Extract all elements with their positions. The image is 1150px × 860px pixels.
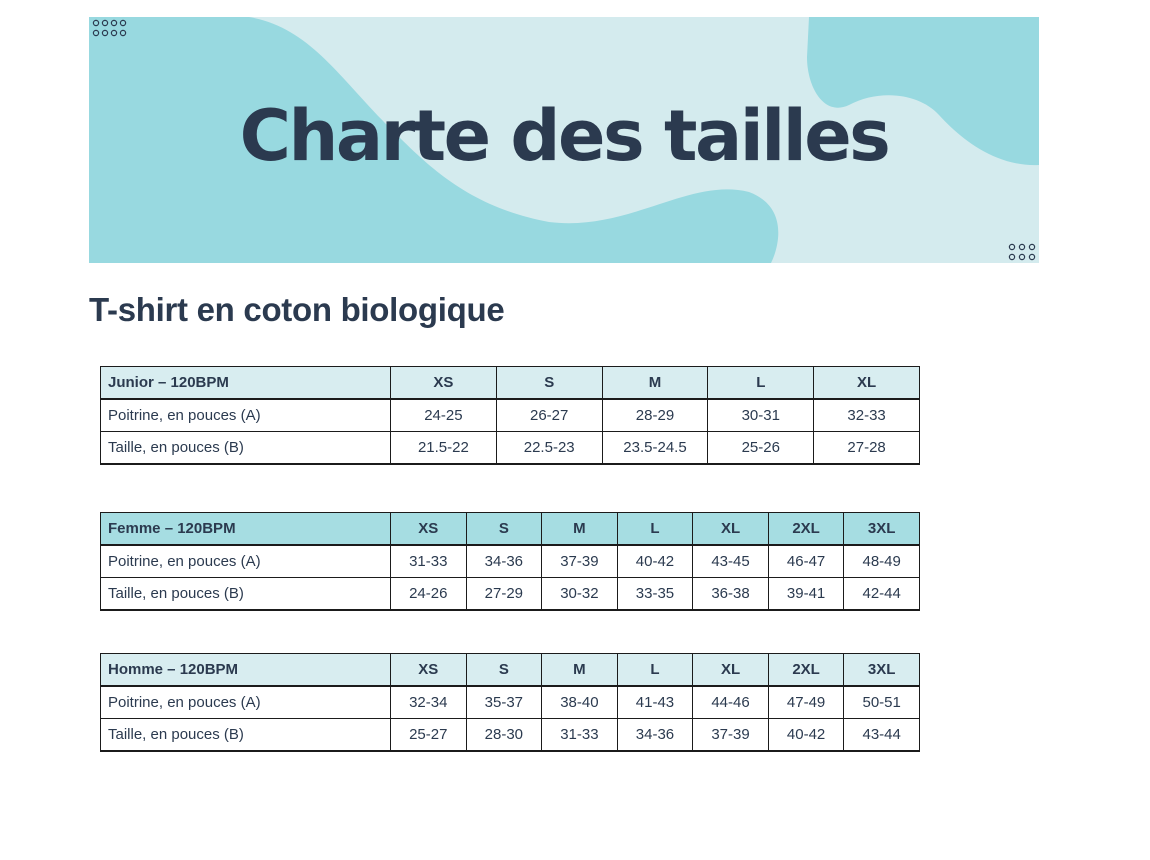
size-header: S <box>466 654 542 687</box>
size-header: M <box>542 513 618 546</box>
table-cell: 42-44 <box>844 578 920 611</box>
table-cell: 22.5-23 <box>496 432 602 465</box>
size-header: S <box>496 367 602 400</box>
table-cell: 27-28 <box>814 432 920 465</box>
table-name: Junior – 120BPM <box>101 367 391 400</box>
size-header: XS <box>391 513 467 546</box>
row-label: Taille, en pouces (B) <box>101 432 391 465</box>
femme-size-table <box>100 512 920 611</box>
table-cell: 24-25 <box>391 399 497 432</box>
size-header: M <box>602 367 708 400</box>
table-cell: 31-33 <box>542 719 618 752</box>
row-label: Taille, en pouces (B) <box>101 578 391 611</box>
table-cell: 38-40 <box>542 686 618 719</box>
size-header: XS <box>391 654 467 687</box>
table-cell: 35-37 <box>466 686 542 719</box>
row-label: Taille, en pouces (B) <box>101 719 391 752</box>
table-cell: 44-46 <box>693 686 769 719</box>
table-cell: 48-49 <box>844 545 920 578</box>
homme-size-table <box>100 653 920 752</box>
row-label: Poitrine, en pouces (A) <box>101 399 391 432</box>
dots-pattern-icon <box>92 19 130 39</box>
product-subtitle: T-shirt en coton biologique <box>89 291 505 328</box>
table-cell: 33-35 <box>617 578 693 611</box>
table-cell: 40-42 <box>768 719 844 752</box>
table-header-row <box>101 513 920 546</box>
table-cell: 46-47 <box>768 545 844 578</box>
table-cell: 43-45 <box>693 545 769 578</box>
table-cell: 43-44 <box>844 719 920 752</box>
table-row <box>101 578 920 611</box>
dots-pattern-icon <box>1008 242 1038 262</box>
table-cell: 34-36 <box>617 719 693 752</box>
table-cell: 39-41 <box>768 578 844 611</box>
table-cell: 21.5-22 <box>391 432 497 465</box>
size-header: XL <box>814 367 920 400</box>
row-label: Poitrine, en pouces (A) <box>101 545 391 578</box>
junior-size-table <box>100 366 920 465</box>
table-cell: 30-32 <box>542 578 618 611</box>
page-title: Charte des tailles <box>239 95 889 177</box>
table-cell: 50-51 <box>844 686 920 719</box>
table-cell: 25-26 <box>708 432 814 465</box>
table-cell: 23.5-24.5 <box>602 432 708 465</box>
table-cell: 28-29 <box>602 399 708 432</box>
header-banner <box>89 17 1039 263</box>
size-header: 2XL <box>768 513 844 546</box>
table-cell: 37-39 <box>693 719 769 752</box>
table-cell: 25-27 <box>391 719 467 752</box>
table-cell: 26-27 <box>496 399 602 432</box>
table-cell: 36-38 <box>693 578 769 611</box>
table-row <box>101 719 920 752</box>
row-label: Poitrine, en pouces (A) <box>101 686 391 719</box>
table-cell: 24-26 <box>391 578 467 611</box>
size-header: L <box>617 513 693 546</box>
size-header: M <box>542 654 618 687</box>
table-header-row <box>101 654 920 687</box>
table-cell: 40-42 <box>617 545 693 578</box>
table-cell: 32-33 <box>814 399 920 432</box>
table-row <box>101 686 920 719</box>
table-cell: 28-30 <box>466 719 542 752</box>
size-header: 2XL <box>768 654 844 687</box>
table-name: Femme – 120BPM <box>101 513 391 546</box>
table-cell: 37-39 <box>542 545 618 578</box>
size-header: XL <box>693 654 769 687</box>
size-header: XL <box>693 513 769 546</box>
table-cell: 34-36 <box>466 545 542 578</box>
size-header: S <box>466 513 542 546</box>
table-cell: 31-33 <box>391 545 467 578</box>
table-row <box>101 545 920 578</box>
size-header: XS <box>391 367 497 400</box>
table-row <box>101 399 920 432</box>
table-name: Homme – 120BPM <box>101 654 391 687</box>
size-header: L <box>617 654 693 687</box>
size-header: L <box>708 367 814 400</box>
table-header-row <box>101 367 920 400</box>
table-cell: 27-29 <box>466 578 542 611</box>
table-cell: 41-43 <box>617 686 693 719</box>
table-row <box>101 432 920 465</box>
table-cell: 47-49 <box>768 686 844 719</box>
size-header: 3XL <box>844 513 920 546</box>
size-header: 3XL <box>844 654 920 687</box>
table-cell: 30-31 <box>708 399 814 432</box>
table-cell: 32-34 <box>391 686 467 719</box>
